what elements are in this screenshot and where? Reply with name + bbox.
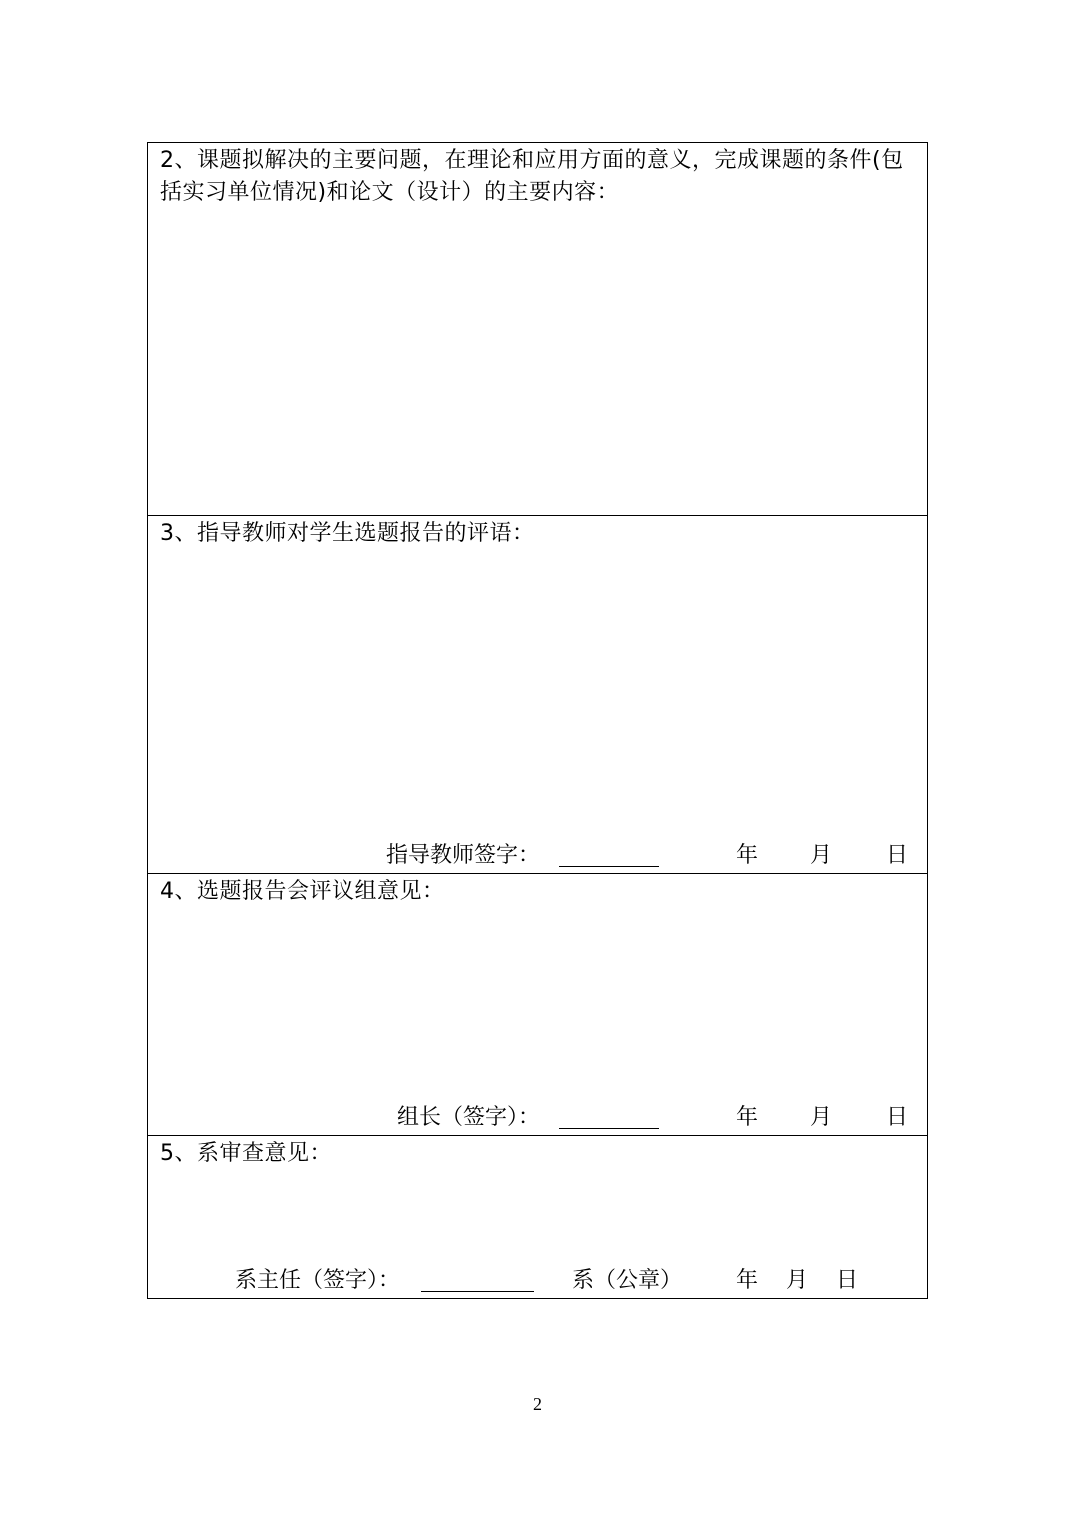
section-advisor-comments	[148, 516, 927, 874]
section-main-content	[148, 143, 927, 516]
panel-leader-signature-label: 组长（签字）：	[397, 1105, 541, 1130]
month-label: 月	[786, 1268, 809, 1293]
advisor-signature-line[interactable]	[559, 866, 659, 867]
month-label: 月	[810, 843, 833, 868]
panel-leader-signature-line[interactable]	[559, 1128, 659, 1129]
month-label: 月	[810, 1105, 833, 1130]
year-label: 年	[736, 1105, 759, 1130]
day-label: 日	[886, 1105, 909, 1130]
topic-report-form	[147, 142, 928, 1299]
section-review-panel	[148, 874, 927, 1136]
section-5-heading: 5、系审查意见：	[160, 1141, 332, 1166]
year-label: 年	[736, 1268, 759, 1293]
advisor-signature-label: 指导教师签字：	[386, 843, 541, 868]
panel-signature-row	[148, 1102, 927, 1134]
day-label: 日	[836, 1268, 859, 1293]
page-number: 2	[533, 1394, 542, 1414]
section-3-heading: 3、指导教师对学生选题报告的评语：	[160, 521, 535, 546]
department-head-signature-line[interactable]	[421, 1291, 534, 1292]
department-seal-label: 系（公章）	[572, 1268, 683, 1293]
section-department-review	[148, 1136, 927, 1298]
section-2-heading: 2、课题拟解决的主要问题，在理论和应用方面的意义，完成课题的条件(包括实习单位情况)和论文（设计）的主要内容：	[160, 148, 904, 205]
department-head-signature-label: 系主任（签字）：	[235, 1268, 401, 1293]
advisor-signature-row	[148, 840, 927, 872]
day-label: 日	[886, 843, 909, 868]
department-signature-row	[148, 1265, 927, 1297]
year-label: 年	[736, 843, 759, 868]
section-4-heading: 4、选题报告会评议组意见：	[160, 879, 445, 904]
